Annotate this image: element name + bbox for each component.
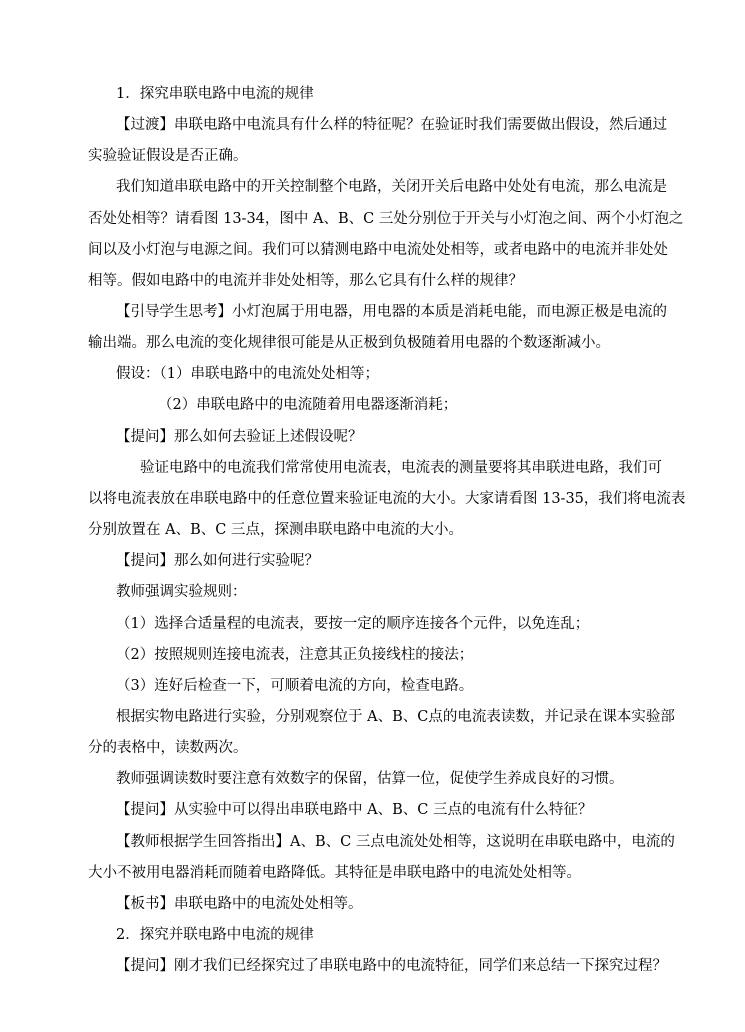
paragraph-line: 我们知道串联电路中的开关控制整个电路，关闭开关后电路中处处有电流，那么电流是 (116, 179, 667, 195)
paragraph-line: 大小不被用电器消耗而随着电路降低。其特征是串联电路中的电流处处相等。 (88, 865, 581, 881)
paragraph-line: 否处处相等？请看图 13-34，图中 A、B、C 三处分别位于开关与小灯泡之间、两个小灯泡之 (88, 211, 684, 227)
rule-item: （2）按照规则连接电流表，注意其正负接线柱的接法； (116, 647, 474, 663)
paragraph-line: 验证电路中的电流我们常常使用电流表，电流表的测量要将其串联进电路，我们可 (140, 460, 662, 476)
paragraph-line: 分别放置在 A、B、C 三点，探测串联电路中电流的大小。 (88, 522, 463, 538)
paragraph-line: 【提问】那么如何去验证上述假设呢？ (116, 429, 363, 445)
paragraph-line: 【教师根据学生回答指出】A、B、C 三点电流处处相等，这说明在串联电路中，电流的 (116, 834, 675, 850)
paragraph-line: 【引导学生思考】小灯泡属于用电器，用电器的本质是消耗电能，而电源正极是电流的 (116, 304, 667, 320)
paragraph-line: 【提问】刚才我们已经探究过了串联电路中的电流特征，同学们来总结一下探究过程？ (116, 958, 667, 974)
paragraph-line: 输出端。那么电流的变化规律很可能是从正极到负极随着用电器的个数逐渐减小。 (88, 335, 610, 351)
paragraph-line: 分的表格中，读数两次。 (88, 740, 248, 756)
rule-item: （1）选择合适量程的电流表，要按一定的顺序连接各个元件，以免连乱； (116, 616, 590, 632)
paragraph-line: 根据实物电路进行实验，分别观察位于 A、B、C点的电流表读数，并记录在课本实验部 (116, 709, 675, 725)
paragraph-line: 相等。假如电路中的电流并非处处相等，那么它具有什么样的规律？ (88, 273, 523, 289)
heading-series-current: 1．探究串联电路中电流的规律 (116, 86, 314, 102)
paragraph-line: 教师强调实验规则： (116, 584, 247, 600)
rule-item: （3）连好后检查一下，可顺着电流的方向，检查电路。 (116, 678, 474, 694)
paragraph-line: 教师强调读数时要注意有效数字的保留，估算一位，促使学生养成良好的习惯。 (116, 771, 624, 787)
hypothesis-line: 假设：（1）串联电路中的电流处处相等； (116, 366, 379, 382)
paragraph-line: 间以及小灯泡与电源之间。我们可以猜测电路中电流处处相等，或者电路中的电流并非处处 (88, 242, 668, 258)
paragraph-line: 【过渡】串联电路中电流具有什么样的特征呢？在验证时我们需要做出假设，然后通过 (116, 117, 667, 133)
hypothesis-line: （2）串联电路中的电流随着用电器逐渐消耗； (158, 397, 458, 413)
paragraph-line: 【提问】从实验中可以得出串联电路中 A、B、C 三点的电流有什么特征？ (116, 802, 593, 818)
paragraph-line: 以将电流表放在串联电路中的任意位置来验证电流的大小。大家请看图 13-35，我们将电流表 (88, 491, 686, 507)
paragraph-line: 【板书】串联电路中的电流处处相等。 (116, 896, 363, 912)
paragraph-line: 【提问】那么如何进行实验呢？ (116, 553, 319, 569)
heading-parallel-current: 2．探究并联电路中电流的规律 (116, 927, 314, 943)
paragraph-line: 实验验证假设是否正确。 (88, 148, 248, 164)
